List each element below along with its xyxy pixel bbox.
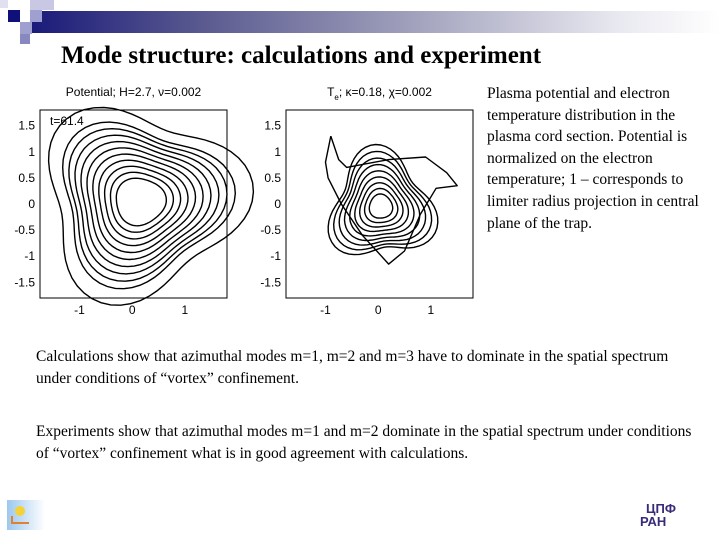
x-tick-label: 0 <box>374 303 382 317</box>
plot-title: $T_e$; κ=0.18, χ=0.002 <box>327 85 432 102</box>
y-tick-label: -1.5 <box>260 275 281 290</box>
decor-square <box>0 0 8 8</box>
y-tick-label: -1.5 <box>14 275 35 290</box>
y-tick-label: 1.5 <box>264 118 281 133</box>
y-tick-label: -0.5 <box>14 223 35 238</box>
x-tick-label: 1 <box>427 303 435 317</box>
plot-annotation: t=61.4 <box>50 114 84 128</box>
experiments-paragraph: Experiments show that azimuthal modes m=1 and m=2 dominate in the spatial spectrum under conditions of “vortex” confinement what is in good agreement with calculations. <box>36 423 692 462</box>
y-tick-label: 0.5 <box>264 170 281 185</box>
y-tick-label: -0.5 <box>260 223 281 238</box>
decor-square <box>8 10 20 22</box>
y-tick-label: 0.5 <box>18 170 35 185</box>
potential-plot <box>14 85 253 317</box>
slide-title: Mode structure: calculations and experiment <box>61 42 542 69</box>
institute-logo <box>7 500 45 530</box>
x-tick-label: -1 <box>74 303 85 317</box>
y-tick-label: 1 <box>28 144 35 159</box>
plot-title: Potential; H=2.7, ν=0.002 <box>65 85 202 99</box>
y-tick-label: -1 <box>24 249 35 264</box>
x-tick-label: 0 <box>128 303 136 317</box>
decor-square <box>30 0 54 10</box>
temperature-plot <box>260 85 473 317</box>
contour-figures <box>0 70 480 320</box>
header-gradient-bar <box>30 11 720 33</box>
decor-square <box>20 22 32 34</box>
x-tick-label: 1 <box>181 303 189 317</box>
plot-frame <box>286 110 473 298</box>
side-description: Plasma potential and electron temperature distribution in the plasma cord section. Potential is normalized on the electron temperature; 1 – corresponds to limiter radius projection in central plane of the trap. <box>487 85 699 232</box>
x-tick-label: -1 <box>320 303 331 317</box>
decor-square <box>20 34 30 44</box>
y-tick-label: 1.5 <box>18 118 35 133</box>
decor-square <box>30 10 42 22</box>
y-tick-label: -1 <box>270 249 281 264</box>
y-tick-label: 0 <box>28 197 35 211</box>
y-tick-label: 1 <box>274 144 281 159</box>
calculations-paragraph: Calculations show that azimuthal modes m=1, m=2 and m=3 have to dominate in the spatial spectrum under conditions of “vortex” confinement. <box>36 348 669 387</box>
y-tick-label: 0 <box>274 197 281 211</box>
ipf-ran-logo: ЦПФ РАН <box>640 501 676 529</box>
